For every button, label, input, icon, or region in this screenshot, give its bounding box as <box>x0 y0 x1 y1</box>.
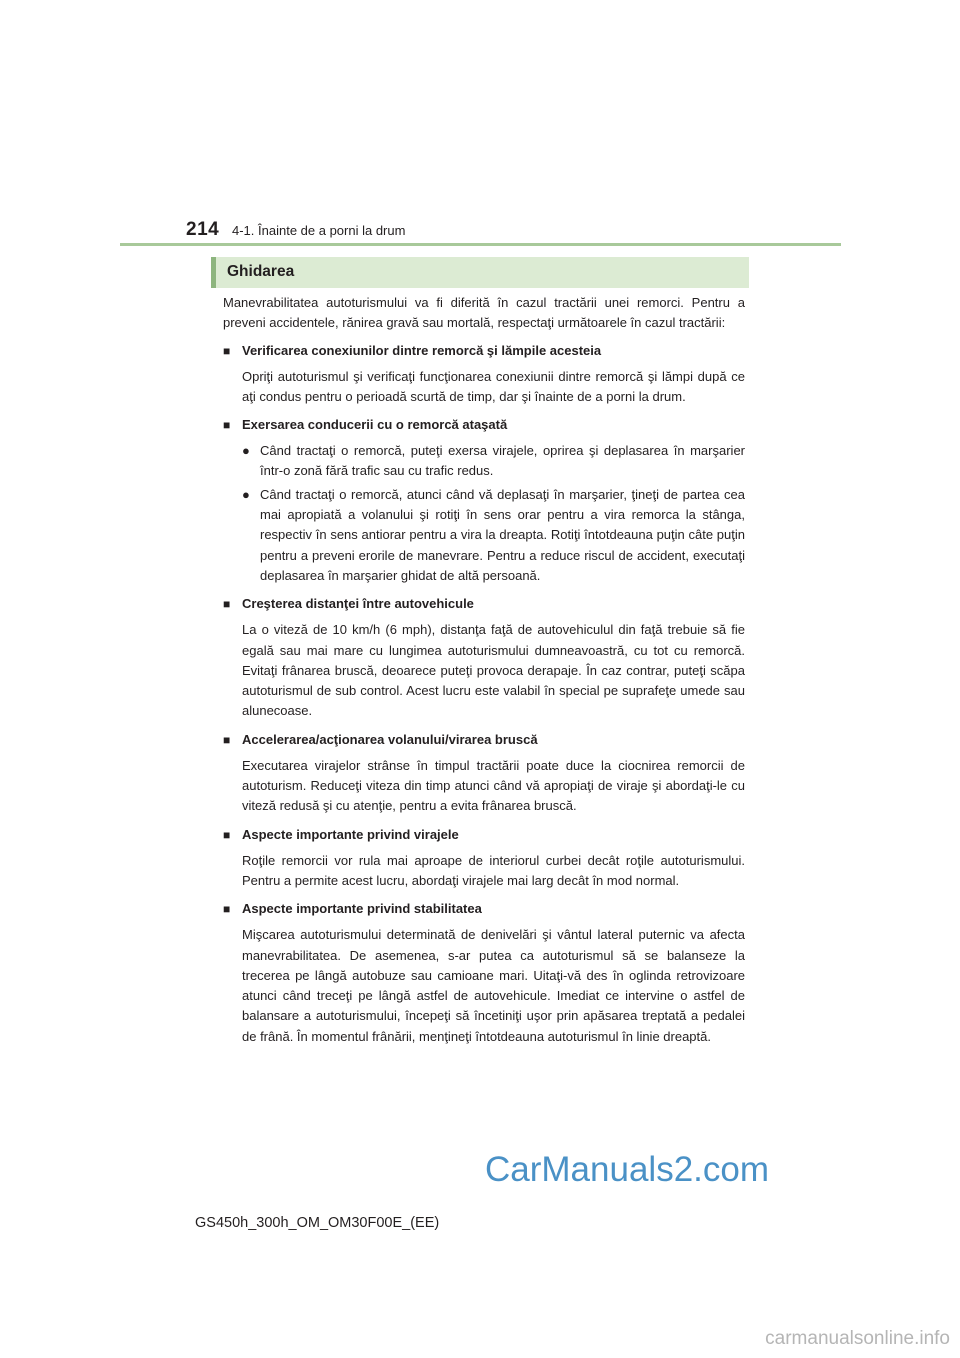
subsection-body: Executarea virajelor strânse în timpul tractării poate duce la ciocnirea remorcii de autoturism. Reduceţi viteza din timp atunci când vă apropiaţi de viraje şi abordaţi-le cu viteză redusă şi cu atenţie, pentru a evita frânarea bruscă. <box>242 757 745 814</box>
subsection <box>223 899 745 1047</box>
subsection-heading <box>223 899 745 919</box>
subsection <box>223 594 745 721</box>
subsection <box>223 415 745 586</box>
bullet-item <box>242 485 745 586</box>
section-path: 4-1. Înainte de a porni la drum <box>232 223 406 238</box>
subsection-title: Accelerarea/acţionarea volanului/virarea bruscă <box>242 731 538 747</box>
title-accent <box>211 257 216 288</box>
header-rule <box>120 243 841 246</box>
subsection-body: Roţile remorcii vor rula mai aproape de interiorul curbei decât roţile autoturismului. Pentru a permite acest lucru, abordaţi virajele mai larg decât în mod normal. <box>242 852 745 888</box>
section-title: Ghidarea <box>227 263 295 280</box>
subsection <box>223 825 745 892</box>
square-bullet-icon: ■ <box>223 343 231 358</box>
subsection <box>223 730 745 817</box>
subsection-heading <box>223 341 745 361</box>
main-content <box>223 293 745 1055</box>
subsection-title: Exersarea conducerii cu o remorcă ataşată <box>242 417 508 433</box>
subsection-body: Opriţi autoturismul şi verificaţi funcţionarea conexiunii dintre remorcă şi lămpi după ce aţi condus pentru o perioadă scurtă de timp, dar şi înainte de a porni la drum. <box>242 368 745 404</box>
page-number: 214 <box>186 219 220 240</box>
page-header <box>0 0 960 250</box>
square-bullet-icon: ■ <box>223 732 231 747</box>
square-bullet-icon: ■ <box>223 827 231 842</box>
watermark-logo[interactable]: CarManuals2.com <box>485 1150 769 1189</box>
square-bullet-icon: ■ <box>223 418 231 433</box>
square-bullet-icon: ■ <box>223 597 231 612</box>
intro-paragraph: Manevrabilitatea autoturismului va fi diferită în cazul tractării unei remorci. Pentru a preveni accidentele, rănirea gravă sau mortală, respectaţi următoarele în cazul tractării: <box>223 295 745 331</box>
subsection-heading <box>223 730 745 750</box>
bullet-text: Când tractaţi o remorcă, puteţi exersa virajele, oprirea şi deplasarea în marşarier într-o zonă fără trafic sau cu trafic redus. <box>260 443 745 479</box>
subsection-title: Aspecte importante privind virajele <box>242 826 459 842</box>
subsection-heading <box>223 415 745 435</box>
document-code: GS450h_300h_OM_OM30F00E_(EE) <box>195 1215 440 1231</box>
subsection-title: Aspecte importante privind stabilitatea <box>242 901 482 917</box>
subsection-body: La o viteză de 10 km/h (6 mph), distanţa faţă de autovehiculul din faţă trebuie să fie egală sau mai mare cu lungimea autoturismului dumneavoastră, cu tot cu remorcă. Evitaţi frânarea bruscă, deoarece puteţi provoca derapaje. În caz contrar, puteţi scăpa autoturismul de sub control. Acest lucru este valabil în special pe suprafeţe umede sau alunecoase. <box>242 622 745 719</box>
subsection-title: Verificarea conexiunilor dintre remorcă şi lămpile acesteia <box>242 342 602 358</box>
watermark-footer[interactable]: carmanualsonline.info <box>765 1328 950 1349</box>
subsection-heading <box>223 594 745 614</box>
subsection <box>223 341 745 408</box>
dot-bullet-icon: ● <box>242 486 250 502</box>
section-title-bar <box>211 257 749 288</box>
subsection-title: Creşterea distanţei între autovehicule <box>242 596 474 612</box>
bullet-item <box>242 441 745 482</box>
subsection-heading <box>223 825 745 845</box>
square-bullet-icon: ■ <box>223 902 231 917</box>
subsection-body: Mişcarea autoturismului determinată de denivelări şi vântul lateral puternic va afecta manevrabilitatea. De asemenea, s-ar putea ca autoturismul să se balanseze la trecerea pe lângă autobuze sau camioane mari. Uitaţi-vă des în oglinda retrovizoare atunci când treceţi pe lângă astfel de autovehicule. Imediat ce intervine o astfel de balansare a autoturismului, începeţi să încetiniţi uşor prin apăsarea treptată a pedalei de frână. În momentul frânării, menţineţi întotdeauna autoturismul în linie dreaptă. <box>242 927 745 1044</box>
dot-bullet-icon: ● <box>242 443 250 459</box>
bullet-text: Când tractaţi o remorcă, atunci când vă deplasaţi în marşarier, ţineţi de partea cea mai apropiată a volanului şi rotiţi în sens orar pentru a vira remorca la stânga, respectiv în sens antiorar pentru a vira la dreapta. Rotiţi întotdeauna puţin câte puţin pentru a preveni erorile de manevrare. Pentru a reduce riscul de accident, executaţi deplasarea în marşarier ghidat de altă persoană. <box>260 486 745 583</box>
